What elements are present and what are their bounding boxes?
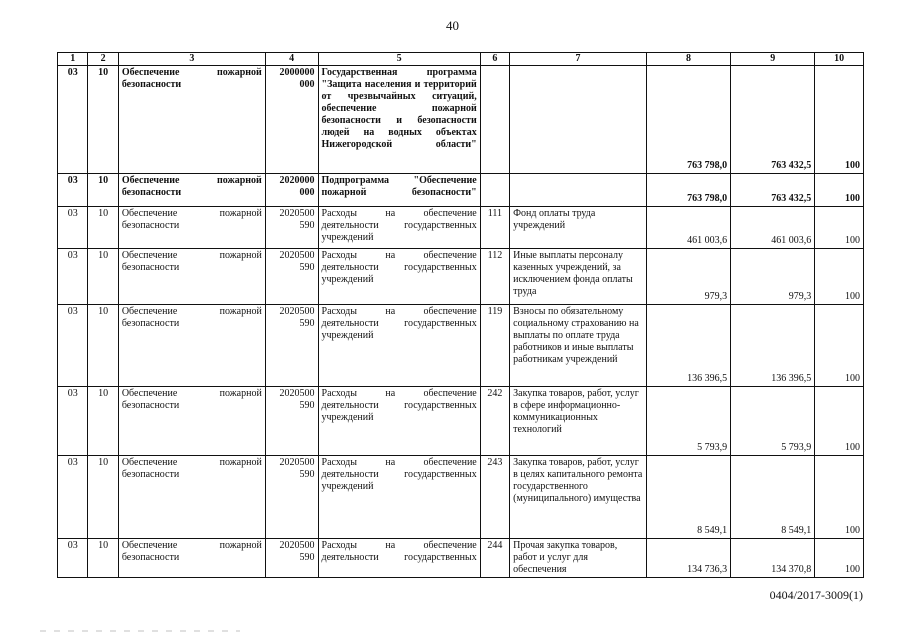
cell-percent: 100 — [815, 539, 864, 578]
cell-actual-amount: 8 549,1 — [731, 456, 815, 539]
cell-percent: 100 — [815, 249, 864, 305]
cell-percent: 100 — [815, 305, 864, 387]
table-row — [58, 456, 864, 539]
cell-subsection: 10 — [88, 174, 118, 207]
cell-section: 03 — [58, 207, 88, 249]
column-header-6: 6 — [480, 53, 509, 66]
cell-planned-amount: 134 736,3 — [646, 539, 730, 578]
cell-percent: 100 — [815, 387, 864, 456]
cell-article-name: Расходы на обеспечение деятельности государственных — [318, 539, 480, 578]
cell-section-name: Обеспечение пожарной безопасности — [118, 387, 265, 456]
column-header-1: 1 — [58, 53, 88, 66]
table-row — [58, 207, 864, 249]
cell-expense-type-name: Закупка товаров, работ, услуг в целях капитального ремонта государственного (муниципального) имущества — [510, 456, 647, 539]
cell-section-name: Обеспечение пожарной безопасности — [118, 539, 265, 578]
budget-table — [57, 52, 864, 578]
cell-expense-type: 244 — [480, 539, 509, 578]
cell-actual-amount: 461 003,6 — [731, 207, 815, 249]
cell-article-name: Расходы на обеспечение деятельности государственных учреждений — [318, 387, 480, 456]
cell-article-name: Расходы на обеспечение деятельности государственных учреждений — [318, 305, 480, 387]
cell-article-name: Расходы на обеспечение деятельности государственных учреждений — [318, 207, 480, 249]
cell-section: 03 — [58, 305, 88, 387]
column-header-4: 4 — [265, 53, 318, 66]
cell-expense-type: 242 — [480, 387, 509, 456]
cell-article-name: Расходы на обеспечение деятельности государственных учреждений — [318, 249, 480, 305]
cell-section-name: Обеспечение пожарной безопасности — [118, 66, 265, 174]
cell-target-article: 2020000 000 — [265, 174, 318, 207]
cell-section-name: Обеспечение пожарной безопасности — [118, 249, 265, 305]
cell-planned-amount: 136 396,5 — [646, 305, 730, 387]
scan-artifact — [40, 630, 240, 632]
cell-subsection: 10 — [88, 539, 118, 578]
cell-actual-amount: 5 793,9 — [731, 387, 815, 456]
cell-subsection: 10 — [88, 387, 118, 456]
cell-target-article: 2000000 000 — [265, 66, 318, 174]
column-header-8: 8 — [646, 53, 730, 66]
cell-target-article: 2020500 590 — [265, 207, 318, 249]
document-code: 0404/2017-3009(1) — [769, 588, 863, 602]
cell-percent: 100 — [815, 66, 864, 174]
cell-planned-amount: 5 793,9 — [646, 387, 730, 456]
cell-target-article: 2020500 590 — [265, 305, 318, 387]
cell-actual-amount: 136 396,5 — [731, 305, 815, 387]
cell-percent: 100 — [815, 207, 864, 249]
cell-expense-type-name — [510, 174, 647, 207]
table-row — [58, 539, 864, 578]
table-row — [58, 305, 864, 387]
table-row — [58, 174, 864, 207]
cell-planned-amount: 461 003,6 — [646, 207, 730, 249]
table-row — [58, 66, 864, 174]
cell-actual-amount: 979,3 — [731, 249, 815, 305]
column-header-9: 9 — [731, 53, 815, 66]
cell-section-name: Обеспечение пожарной безопасности — [118, 456, 265, 539]
cell-target-article: 2020500 590 — [265, 387, 318, 456]
column-header-5: 5 — [318, 53, 480, 66]
header-row — [58, 53, 864, 66]
cell-percent: 100 — [815, 174, 864, 207]
cell-section-name: Обеспечение пожарной безопасности — [118, 305, 265, 387]
cell-section: 03 — [58, 456, 88, 539]
cell-subsection: 10 — [88, 456, 118, 539]
page-number: 40 — [446, 18, 459, 33]
cell-expense-type: 112 — [480, 249, 509, 305]
cell-subsection: 10 — [88, 249, 118, 305]
cell-section-name: Обеспечение пожарной безопасности — [118, 174, 265, 207]
cell-expense-type — [480, 174, 509, 207]
cell-subsection: 10 — [88, 207, 118, 249]
cell-article-name: Государственная программа "Защита населения и территорий от чрезвычайных ситуаций, обеспечение пожарной безопасности и безопасности людей на водных объектах Нижегородской области" — [318, 66, 480, 174]
cell-planned-amount: 763 798,0 — [646, 66, 730, 174]
cell-expense-type: 111 — [480, 207, 509, 249]
cell-expense-type: 243 — [480, 456, 509, 539]
cell-expense-type: 119 — [480, 305, 509, 387]
cell-expense-type-name: Фонд оплаты труда учреждений — [510, 207, 647, 249]
cell-target-article: 2020500 590 — [265, 456, 318, 539]
table-row — [58, 249, 864, 305]
table-body — [58, 66, 864, 578]
cell-section: 03 — [58, 539, 88, 578]
cell-target-article: 2020500 590 — [265, 249, 318, 305]
table-row — [58, 387, 864, 456]
cell-planned-amount: 8 549,1 — [646, 456, 730, 539]
cell-section: 03 — [58, 387, 88, 456]
cell-expense-type — [480, 66, 509, 174]
cell-percent: 100 — [815, 456, 864, 539]
cell-actual-amount: 763 432,5 — [731, 66, 815, 174]
cell-article-name: Расходы на обеспечение деятельности государственных учреждений — [318, 456, 480, 539]
cell-article-name: Подпрограмма "Обеспечение пожарной безопасности" — [318, 174, 480, 207]
cell-target-article: 2020500 590 — [265, 539, 318, 578]
cell-section: 03 — [58, 174, 88, 207]
cell-actual-amount: 134 370,8 — [731, 539, 815, 578]
cell-expense-type-name: Закупка товаров, работ, услуг в сфере информационно-коммуникационных технологий — [510, 387, 647, 456]
cell-subsection: 10 — [88, 66, 118, 174]
cell-section-name: Обеспечение пожарной безопасности — [118, 207, 265, 249]
column-header-10: 10 — [815, 53, 864, 66]
cell-expense-type-name: Иные выплаты персоналу казенных учреждений, за исключением фонда оплаты труда — [510, 249, 647, 305]
cell-expense-type-name: Взносы по обязательному социальному страхованию на выплаты по оплате труда работников и иные выплаты работникам учреждений — [510, 305, 647, 387]
cell-planned-amount: 979,3 — [646, 249, 730, 305]
cell-expense-type-name: Прочая закупка товаров, работ и услуг для обеспечения — [510, 539, 647, 578]
cell-planned-amount: 763 798,0 — [646, 174, 730, 207]
column-header-7: 7 — [510, 53, 647, 66]
cell-expense-type-name — [510, 66, 647, 174]
column-header-3: 3 — [118, 53, 265, 66]
cell-actual-amount: 763 432,5 — [731, 174, 815, 207]
cell-section: 03 — [58, 249, 88, 305]
column-header-2: 2 — [88, 53, 118, 66]
cell-subsection: 10 — [88, 305, 118, 387]
cell-section: 03 — [58, 66, 88, 174]
